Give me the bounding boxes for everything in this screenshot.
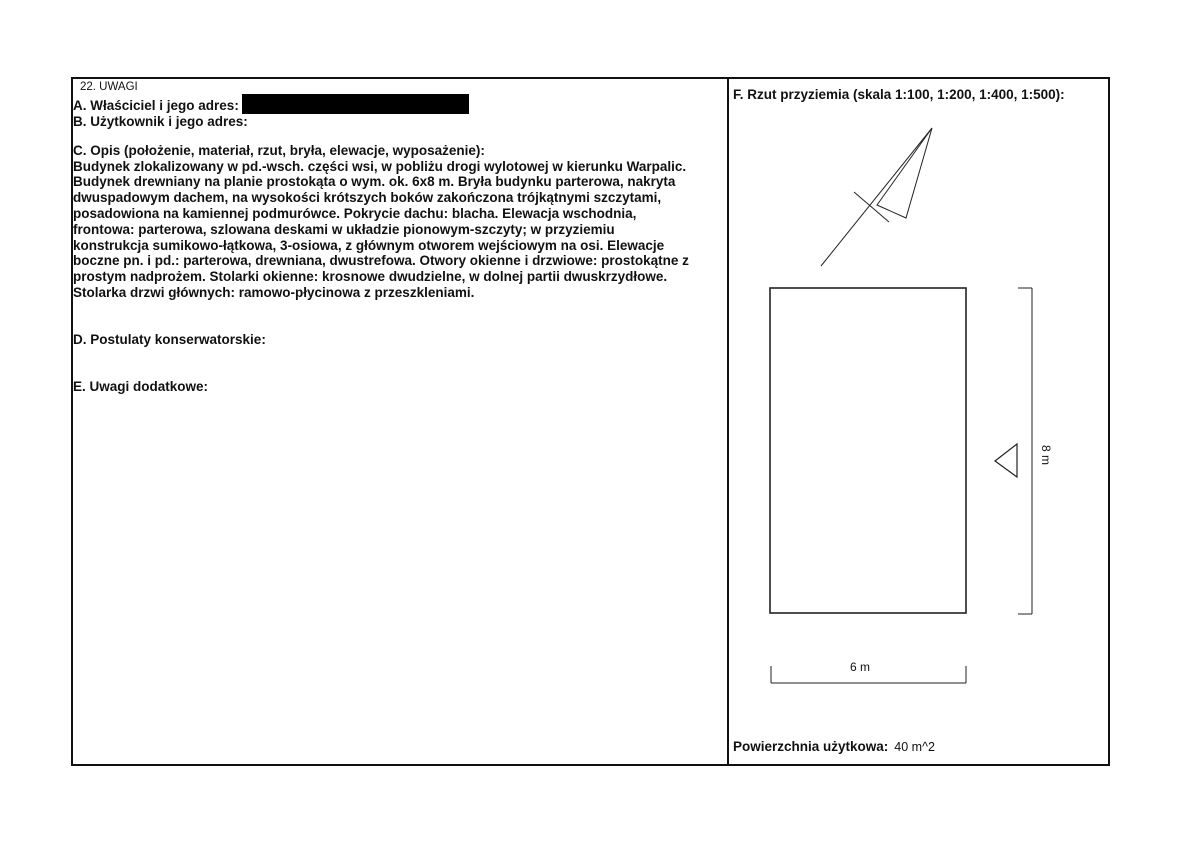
usable-area-row bbox=[733, 739, 935, 754]
length-dimension-line bbox=[1018, 288, 1032, 614]
description-line: Budynek zlokalizowany w pd.-wsch. części wsi, w pobliżu drogi wylotowej w kierunku Warpalic. bbox=[73, 158, 687, 174]
notes-column bbox=[73, 80, 725, 394]
description-line: frontowa: parterowa, szlowana deskami w układzie pionowym-szczyty; w przyziemiu bbox=[73, 221, 615, 237]
description-line: prostym nadprożem. Stolarki okienne: krosnowe dwudzielne, w dolnej partii dwuskrzydłowe. bbox=[73, 269, 668, 285]
redaction-bar bbox=[242, 94, 469, 114]
owner-row bbox=[73, 94, 725, 114]
entrance-triangle-icon bbox=[995, 444, 1017, 477]
description-line: posadowiona na kamiennej podmurówce. Pokrycie dachu: blacha. Elewacja wschodnia, bbox=[73, 205, 637, 221]
description-line: Budynek drewniany na planie prostokąta o wym. ok. 6x8 m. Bryła budynku parterowa, nakryta bbox=[73, 174, 676, 190]
description-line: konstrukcja sumikowo-łątkowa, 3-osiowa, z głównym otworem wejściowym na osi. Elewacje bbox=[73, 237, 665, 253]
postulates-label: D. Postulaty konserwatorskie: bbox=[73, 331, 266, 347]
description-line: dwuspadowym dachem, na wysokości krótszych boków zakończona trójkątnymi szczytami, bbox=[73, 190, 662, 206]
user-label: B. Użytkownik i jego adres: bbox=[73, 114, 248, 129]
width-dimension-label: 6 m bbox=[850, 660, 871, 674]
length-dimension-label: 8 m bbox=[1039, 444, 1053, 466]
floor-plan-drawing bbox=[729, 79, 1108, 764]
building-outline bbox=[770, 288, 966, 613]
notes-label: E. Uwagi dodatkowe: bbox=[73, 378, 209, 394]
description-line: C. Opis (położenie, materiał, rzut, bryła, elewacje, wyposażenie): bbox=[73, 142, 485, 158]
usable-area-value: 40 m^2 bbox=[894, 740, 935, 754]
owner-label: A. Właściciel i jego adres: bbox=[73, 98, 239, 113]
plan-title: F. Rzut przyziemia (skala 1:100, 1:200, 1:400, 1:500): bbox=[733, 87, 1065, 102]
usable-area-label: Powierzchnia użytkowa: bbox=[733, 739, 889, 754]
north-arrow-icon bbox=[821, 128, 932, 266]
section-number-label: 22. UWAGI bbox=[80, 81, 138, 93]
description-line: Stolarka drzwi głównych: ramowo-płycinowa z przeszkleniami. bbox=[73, 284, 475, 300]
description-block bbox=[73, 143, 725, 301]
description-line: boczne pn. i pd.: parterowa, drewniana, dwustrefowa. Otwory okienne i drzwiowe: prostokątne z bbox=[73, 253, 689, 269]
